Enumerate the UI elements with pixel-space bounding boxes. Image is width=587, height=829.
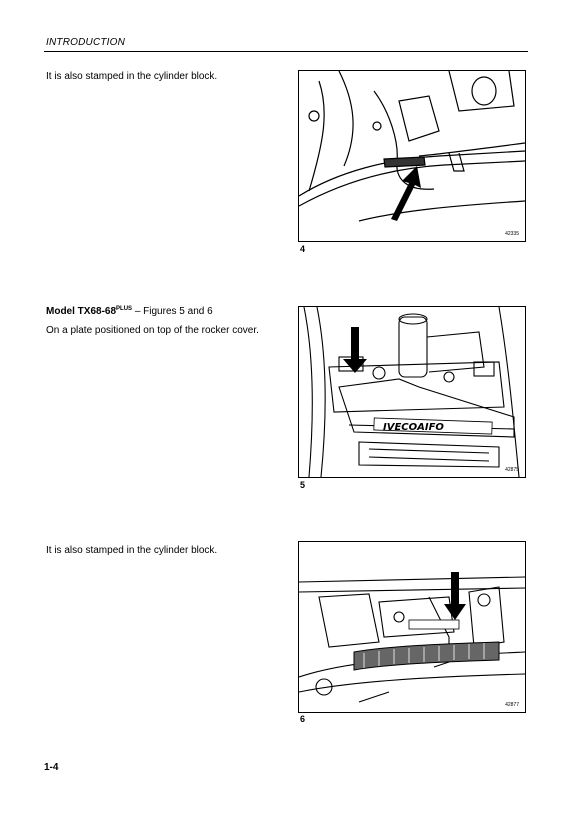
figure-6-image — [298, 541, 526, 713]
figure-5-brand-logo: IVECOAIFO — [383, 422, 444, 433]
model-heading — [46, 303, 213, 318]
figure-5-number: 5 — [300, 480, 306, 490]
figure-6-number: 6 — [300, 714, 306, 724]
model-heading-superscript: PLUS — [116, 306, 133, 312]
figure-5-code: 42875 — [505, 467, 519, 473]
header-rule — [44, 51, 528, 52]
section-1-text: It is also stamped in the cylinder block. — [46, 71, 218, 82]
figure-4-number: 4 — [300, 244, 306, 254]
section-3-text: It is also stamped in the cylinder block. — [46, 545, 218, 556]
header-title: INTRODUCTION — [46, 37, 126, 48]
figure-4-code: 42335 — [505, 231, 519, 237]
model-heading-bold: Model TX68-68 — [46, 306, 117, 317]
figure-5-image — [298, 306, 526, 478]
figure-5-drawing — [299, 307, 525, 477]
model-heading-figures: – Figures 5 and 6 — [132, 306, 213, 317]
figure-4-drawing — [299, 71, 525, 241]
figure-6-code: 42877 — [505, 702, 519, 708]
figure-4-image — [298, 70, 526, 242]
page-number: 1-4 — [44, 762, 59, 773]
section-2-text: On a plate positioned on top of the rocker cover. — [46, 325, 259, 336]
figure-6-drawing — [299, 542, 525, 712]
